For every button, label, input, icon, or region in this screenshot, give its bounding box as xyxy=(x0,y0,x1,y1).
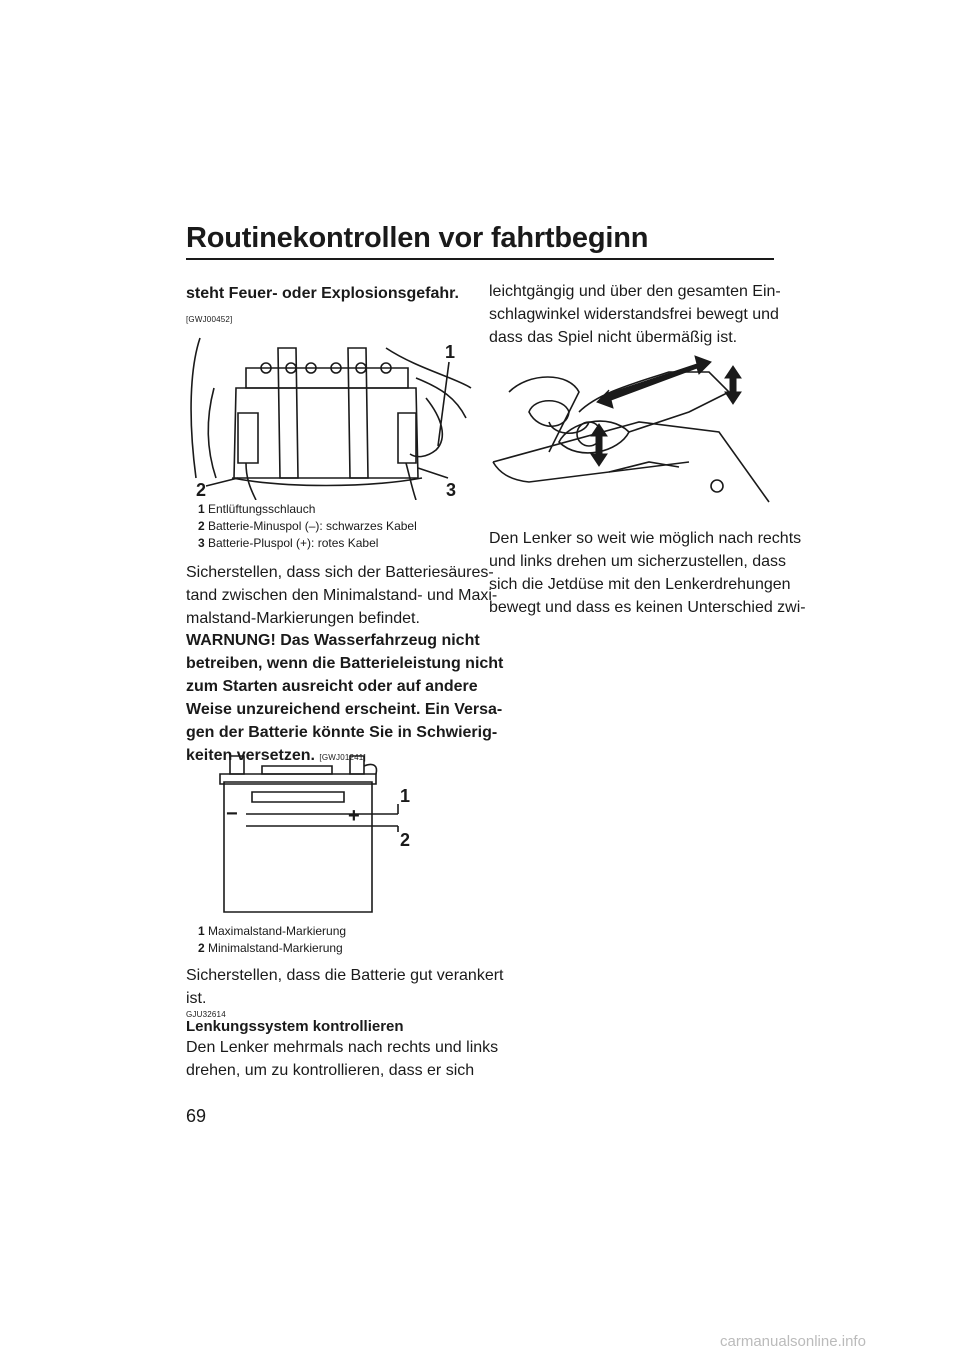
page-title: Routinekontrollen vor fahrtbeginn xyxy=(186,222,649,254)
jet-nozzle-paragraph: Den Lenker so weit wie möglich nach rechts und links drehen um sicherzustellen, dass sich die Jetdüse mit den Lenkerdrehungen bewegt und dass es keinen Unterschied zwi- xyxy=(489,530,806,616)
svg-text:−: − xyxy=(226,803,238,825)
callout-1: 1 xyxy=(400,786,411,806)
section-title: Lenkungssystem kontrollieren xyxy=(186,1018,404,1035)
section-code: GJU32614 xyxy=(186,1010,226,1019)
caption-item: 3 Batterie-Pluspol (+): rotes Kabel xyxy=(198,536,379,550)
figure-2-captions xyxy=(198,923,346,957)
caption-item: 2 Batterie-Minuspol (–): schwarzes Kabel xyxy=(198,519,417,533)
battery-anchor-paragraph: Sicherstellen, dass die Batterie gut verankert ist. xyxy=(186,967,504,1007)
callout-2: 2 xyxy=(196,480,207,500)
header-divider xyxy=(186,258,774,260)
callout-3: 3 xyxy=(446,480,457,500)
battery-level-paragraph: Sicherstellen, dass sich der Batteriesäures- tand zwischen den Minimalstand- und Maxi- malstand-Markierungen befindet. xyxy=(186,564,498,627)
steering-paragraph: Den Lenker mehrmals nach rechts und links drehen, um zu kontrollieren, dass er sich xyxy=(186,1039,499,1079)
page-number: 69 xyxy=(186,1106,207,1126)
steering-paragraph-continued: leichtgängig und über den gesamten Ein- schlagwinkel widerstandsfrei bewegt und dass das Spiel nicht übermäßig ist. xyxy=(489,283,781,346)
warning-code-2: [GWJ01241] xyxy=(319,753,366,762)
figure-1-captions xyxy=(198,501,417,552)
watermark-link[interactable]: carmanualsonline.info xyxy=(720,1333,866,1350)
svg-text:+: + xyxy=(348,805,360,827)
intro-bold-text: steht Feuer- oder Explosionsgefahr. xyxy=(186,285,459,302)
caption-item: 1 Entlüftungsschlauch xyxy=(198,502,316,516)
warning-paragraph: WARNUNG! Das Wasserfahrzeug nicht betreiben, wenn die Batterieleistung nicht zum Starten ausreicht oder auf andere Weise unzureichend erscheint. Ein Versa- gen der Batterie könnte Sie in Schwierig- keiten versetzen. [GWJ01241] xyxy=(186,632,504,764)
handlebar-steering-illustration xyxy=(489,352,774,507)
battery-level-illustration xyxy=(212,752,422,922)
warning-code: [GWJ00452] xyxy=(186,315,233,324)
callout-2: 2 xyxy=(400,830,411,850)
battery-cables-illustration xyxy=(186,328,476,500)
caption-item: 1 Maximalstand-Markierung xyxy=(198,924,347,938)
caption-item: 2 Minimalstand-Markierung xyxy=(198,941,343,955)
callout-1: 1 xyxy=(445,342,456,362)
